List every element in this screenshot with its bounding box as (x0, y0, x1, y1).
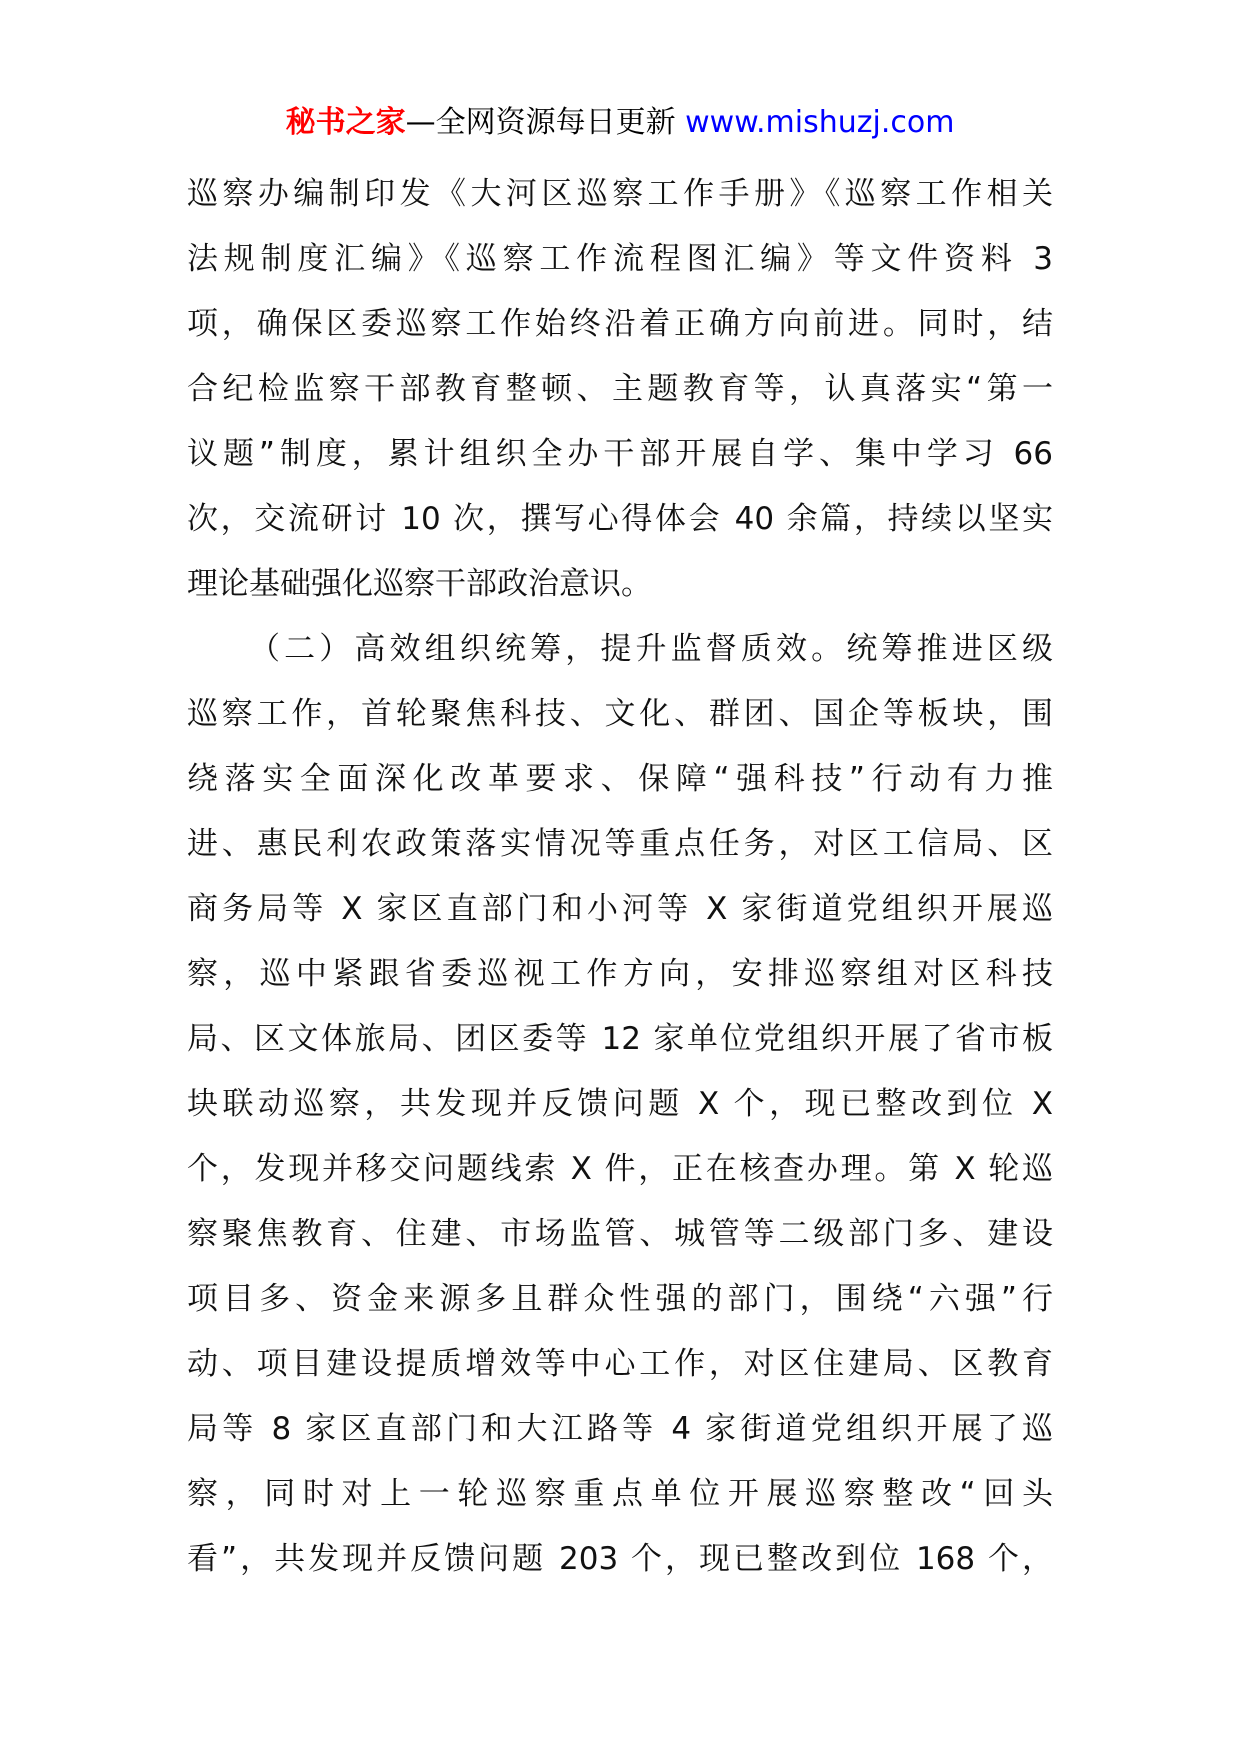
text-line: 动、项目建设提质增效等中心工作，对区住建局、区教育 (187, 1346, 1053, 1382)
text-line: 巡察工作，首轮聚焦科技、文化、群团、国企等板块，围 (187, 696, 1053, 732)
text-line: 项目多、资金来源多且群众性强的部门，围绕“六强”行 (187, 1281, 1053, 1317)
section-heading-line: （二）高效组织统筹，提升监督质效。统筹推进区级 (249, 631, 1053, 667)
brand-name: 秘书之家 (285, 105, 406, 140)
text-line: 察聚焦教育、住建、市场监管、城管等二级部门多、建设 (187, 1216, 1053, 1252)
text-line: 法规制度汇编》《巡察工作流程图汇编》等文件资料 3 (187, 241, 1053, 277)
text-line: 局等 8 家区直部门和大江路等 4 家街道党组织开展了巡 (187, 1411, 1053, 1447)
text-line: 块联动巡察，共发现并反馈问题 X 个，现已整改到位 X (187, 1086, 1053, 1122)
text-line: 个，发现并移交问题线索 X 件，正在核查办理。第 X 轮巡 (187, 1151, 1053, 1187)
site-url-link[interactable]: www.mishuzj.com (685, 105, 955, 140)
paragraph-end-line: 理论基础强化巡察干部政治意识。 (187, 566, 652, 602)
page-header (0, 100, 1240, 146)
header-tagline: —全网资源每日更新 (405, 105, 676, 140)
text-line: 项，确保区委巡察工作始终沿着正确方向前进。同时，结 (187, 306, 1053, 342)
text-line: 进、惠民利农政策落实情况等重点任务，对区工信局、区 (187, 826, 1053, 862)
text-line: 局、区文体旅局、团区委等 12 家单位党组织开展了省市板 (187, 1021, 1053, 1057)
text-line: 察，同时对上一轮巡察重点单位开展巡察整改“回头 (187, 1476, 1053, 1512)
text-line: 次，交流研讨 10 次，撰写心得体会 40 余篇，持续以坚实 (187, 501, 1053, 537)
text-line: 巡察办编制印发《大河区巡察工作手册》《巡察工作相关 (187, 176, 1053, 212)
text-line: 绕落实全面深化改革要求、保障“强科技”行动有力推 (187, 761, 1053, 797)
text-line: 看”，共发现并反馈问题 203 个，现已整改到位 168 个， (187, 1541, 1053, 1577)
document-body (187, 162, 1053, 1592)
text-line: 商务局等 X 家区直部门和小河等 X 家街道党组织开展巡 (187, 891, 1053, 927)
text-line: 合纪检监察干部教育整顿、主题教育等，认真落实“第一 (187, 371, 1053, 407)
text-line: 察，巡中紧跟省委巡视工作方向，安排巡察组对区科技 (187, 956, 1053, 992)
text-line: 议题”制度，累计组织全办干部开展自学、集中学习 66 (187, 436, 1053, 472)
